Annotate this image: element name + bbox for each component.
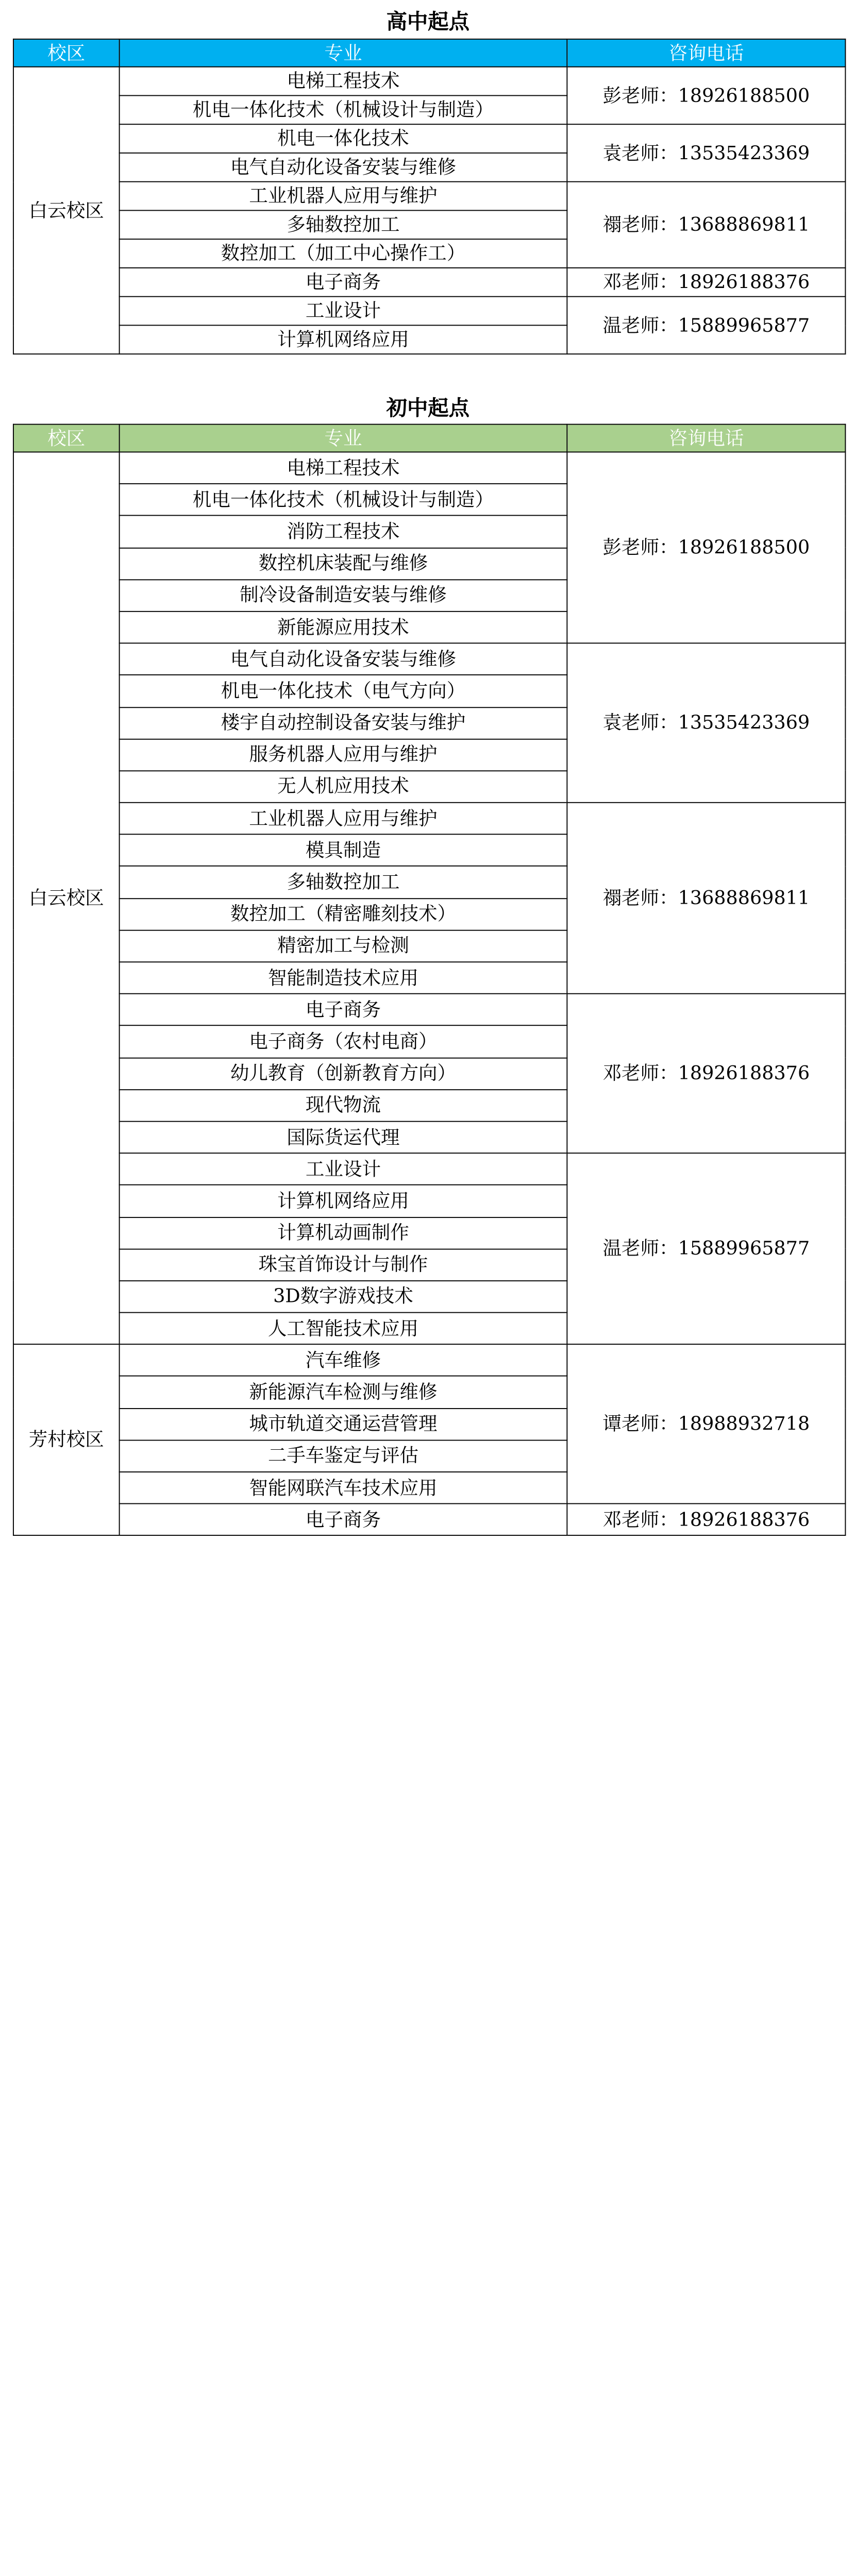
contact-cell: 邓老师：18926188376 bbox=[567, 1504, 845, 1536]
table-row bbox=[13, 1345, 845, 1377]
major-cell: 人工智能技术应用 bbox=[120, 1313, 567, 1345]
contact-cell: 谭老师：18988932718 bbox=[567, 1345, 845, 1504]
major-cell: 珠宝首饰设计与制作 bbox=[120, 1249, 567, 1281]
campus-cell: 白云校区 bbox=[13, 452, 120, 1344]
major-cell: 电子商务 bbox=[120, 994, 567, 1026]
major-cell: 现代物流 bbox=[120, 1090, 567, 1122]
major-cell: 制冷设备制造安装与维修 bbox=[120, 580, 567, 612]
campus-cell: 芳村校区 bbox=[13, 1345, 120, 1536]
table-header-row bbox=[13, 39, 845, 67]
major-cell: 新能源应用技术 bbox=[120, 612, 567, 643]
major-cell: 机电一体化技术（电气方向） bbox=[120, 675, 567, 707]
table-row bbox=[13, 452, 845, 484]
major-cell: 计算机网络应用 bbox=[120, 325, 567, 354]
major-cell: 汽车维修 bbox=[120, 1345, 567, 1377]
header-phone: 咨询电话 bbox=[567, 425, 845, 452]
major-cell: 电气自动化设备安装与维修 bbox=[120, 153, 567, 182]
major-cell: 电梯工程技术 bbox=[120, 452, 567, 484]
major-cell: 数控加工（加工中心操作工） bbox=[120, 239, 567, 268]
table-row bbox=[13, 803, 845, 835]
contact-cell: 袁老师：13535423369 bbox=[567, 124, 845, 181]
major-cell: 数控加工（精密雕刻技术） bbox=[120, 898, 567, 930]
major-cell: 电子商务 bbox=[120, 1504, 567, 1536]
major-cell: 机电一体化技术（机械设计与制造） bbox=[120, 484, 567, 516]
major-cell: 工业设计 bbox=[120, 297, 567, 326]
major-cell: 工业机器人应用与维护 bbox=[120, 803, 567, 835]
major-cell: 城市轨道交通运营管理 bbox=[120, 1408, 567, 1440]
major-cell: 消防工程技术 bbox=[120, 516, 567, 548]
table-row bbox=[13, 1504, 845, 1536]
table-row bbox=[13, 182, 845, 211]
contact-cell: 禤老师：13688869811 bbox=[567, 182, 845, 268]
major-cell: 电梯工程技术 bbox=[120, 67, 567, 96]
campus-cell: 白云校区 bbox=[13, 67, 120, 354]
major-cell: 电子商务 bbox=[120, 268, 567, 297]
major-cell: 工业机器人应用与维护 bbox=[120, 182, 567, 211]
major-cell: 计算机网络应用 bbox=[120, 1185, 567, 1217]
major-cell: 无人机应用技术 bbox=[120, 771, 567, 803]
table-row bbox=[13, 268, 845, 297]
section-title-middle-school: 初中起点 bbox=[386, 395, 470, 420]
contact-cell: 邓老师：18926188376 bbox=[567, 268, 845, 297]
table-row bbox=[13, 1153, 845, 1185]
high-school-table bbox=[13, 39, 846, 354]
middle-school-table bbox=[13, 424, 846, 1536]
major-cell: 电气自动化设备安装与维修 bbox=[120, 643, 567, 675]
major-cell: 新能源汽车检测与维修 bbox=[120, 1376, 567, 1408]
major-cell: 机电一体化技术（机械设计与制造） bbox=[120, 95, 567, 124]
major-cell: 幼儿教育（创新教育方向） bbox=[120, 1058, 567, 1090]
major-cell: 服务机器人应用与维护 bbox=[120, 739, 567, 771]
contact-cell: 邓老师：18926188376 bbox=[567, 994, 845, 1153]
contact-cell: 彭老师：18926188500 bbox=[567, 67, 845, 124]
major-cell: 机电一体化技术 bbox=[120, 124, 567, 153]
major-cell: 计算机动画制作 bbox=[120, 1217, 567, 1249]
major-cell: 数控机床装配与维修 bbox=[120, 548, 567, 580]
header-major: 专业 bbox=[120, 39, 567, 67]
table-row bbox=[13, 643, 845, 675]
table-row bbox=[13, 297, 845, 326]
header-major: 专业 bbox=[120, 425, 567, 452]
table-row bbox=[13, 994, 845, 1026]
major-cell: 楼宇自动控制设备安装与维护 bbox=[120, 707, 567, 739]
table-row bbox=[13, 67, 845, 96]
contact-cell: 禤老师：13688869811 bbox=[567, 803, 845, 994]
major-cell: 模具制造 bbox=[120, 835, 567, 867]
major-cell: 电子商务（农村电商） bbox=[120, 1026, 567, 1058]
major-cell: 智能网联汽车技术应用 bbox=[120, 1472, 567, 1504]
contact-cell: 温老师：15889965877 bbox=[567, 1153, 845, 1344]
major-cell: 多轴数控加工 bbox=[120, 210, 567, 239]
major-cell: 工业设计 bbox=[120, 1153, 567, 1185]
contact-cell: 温老师：15889965877 bbox=[567, 297, 845, 354]
header-campus: 校区 bbox=[13, 425, 120, 452]
major-cell: 国际货运代理 bbox=[120, 1122, 567, 1154]
major-cell: 精密加工与检测 bbox=[120, 930, 567, 962]
section-title-high-school: 高中起点 bbox=[386, 9, 470, 34]
header-campus: 校区 bbox=[13, 39, 120, 67]
major-cell: 智能制造技术应用 bbox=[120, 962, 567, 994]
table-row bbox=[13, 124, 845, 153]
header-phone: 咨询电话 bbox=[567, 39, 845, 67]
major-cell: 二手车鉴定与评估 bbox=[120, 1440, 567, 1472]
major-cell: 3D数字游戏技术 bbox=[120, 1281, 567, 1313]
contact-cell: 袁老师：13535423369 bbox=[567, 643, 845, 803]
major-cell: 多轴数控加工 bbox=[120, 867, 567, 899]
contact-cell: 彭老师：18926188500 bbox=[567, 452, 845, 643]
table-header-row bbox=[13, 425, 845, 452]
